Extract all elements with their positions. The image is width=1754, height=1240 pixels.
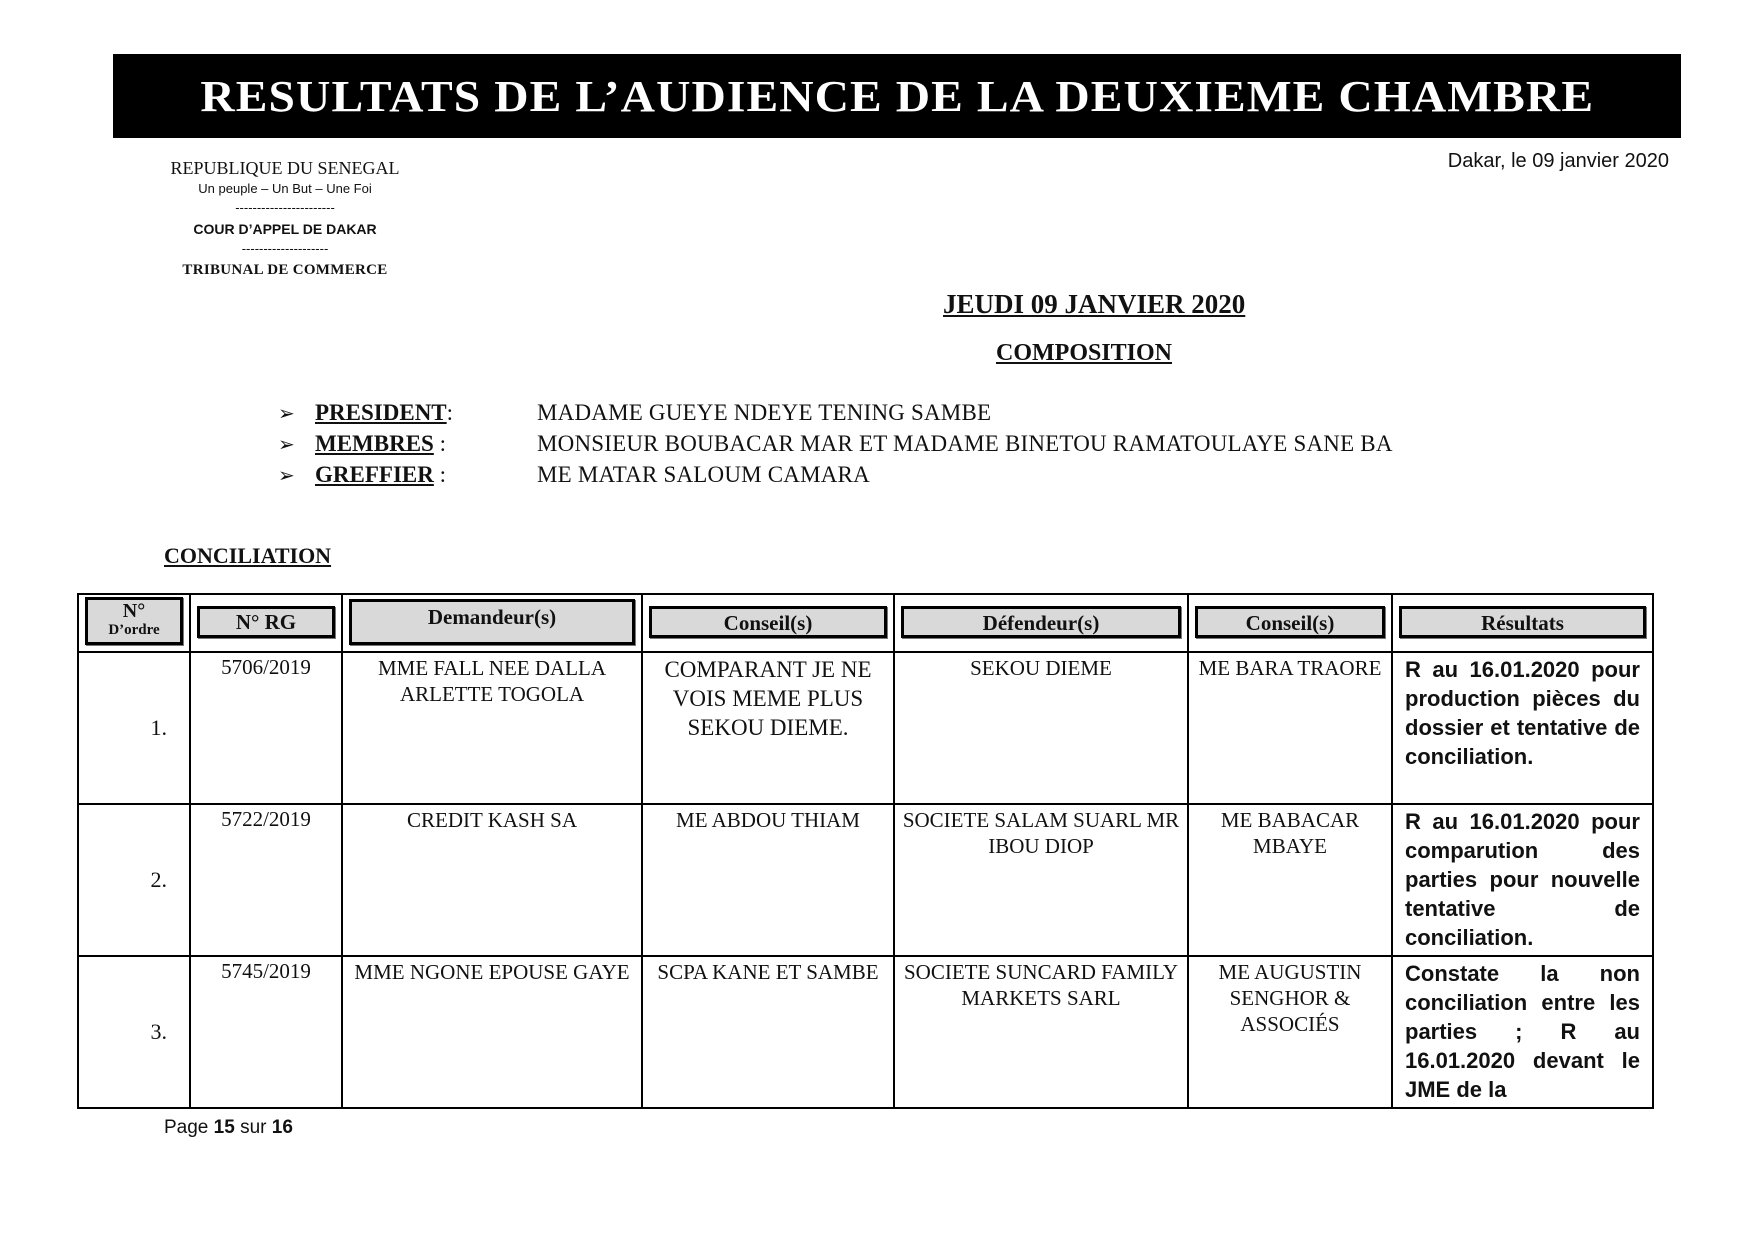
composition-row-greffier: ➢ GREFFIER : ME MATAR SALOUM CAMARA xyxy=(278,462,870,487)
conseil-def-cell: ME BARA TRAORE xyxy=(1188,652,1392,804)
conseil-dem-cell: COMPARANT JE NE VOIS MEME PLUS SEKOU DIEME. xyxy=(642,652,894,804)
demandeur-cell: CREDIT KASH SA xyxy=(342,804,642,956)
ordre-cell: 1. xyxy=(78,652,190,804)
rg-cell: 5722/2019 xyxy=(190,804,342,956)
resultat-cell: R au 16.01.2020 pour production pièces du dossier et tentative de conciliation. xyxy=(1392,652,1653,804)
document-banner xyxy=(113,54,1681,138)
republic-name: REPUBLIQUE DU SENEGAL xyxy=(170,158,400,178)
national-motto: Un peuple – Un But – Une Foi xyxy=(198,181,372,196)
separator: ----------------------- xyxy=(235,200,335,215)
institution-header xyxy=(150,158,420,279)
rg-cell: 5745/2019 xyxy=(190,956,342,1108)
tribunal-name: TRIBUNAL DE COMMERCE xyxy=(182,262,388,278)
role-label: MEMBRES xyxy=(315,431,434,456)
demandeur-cell: MME FALL NEE DALLA ARLETTE TOGOLA xyxy=(342,652,642,804)
column-header-ordre: N° D’ordre xyxy=(78,594,190,652)
table-row xyxy=(78,956,1653,1108)
page-total: 16 xyxy=(271,1117,293,1138)
conseil-def-cell: ME AUGUSTIN SENGHOR & ASSOCIÉS xyxy=(1188,956,1392,1108)
column-header-defendeur: Défendeur(s) xyxy=(894,594,1188,652)
member-name: MADAME GUEYE NDEYE TENING SAMBE xyxy=(537,400,992,425)
hearing-day-title: JEUDI 09 JANVIER 2020 xyxy=(943,289,1246,319)
column-header-demandeur: Demandeur(s) xyxy=(342,594,642,652)
composition-title: COMPOSITION xyxy=(996,340,1173,366)
rg-cell: 5706/2019 xyxy=(190,652,342,804)
section-title: CONCILIATION xyxy=(164,543,332,568)
court-name: COUR D’APPEL DE DAKAR xyxy=(193,221,377,237)
demandeur-cell: MME NGONE EPOUSE GAYE xyxy=(342,956,642,1108)
ordre-cell: 2. xyxy=(78,804,190,956)
resultat-cell: R au 16.01.2020 pour comparution des parties pour nouvelle tentative de conciliation. xyxy=(1392,804,1653,956)
page-footer: Page 15 sur 16 xyxy=(164,1117,293,1138)
arrow-bullet-icon: ➢ xyxy=(278,432,295,456)
role-label: GREFFIER xyxy=(315,462,434,487)
table-header-row xyxy=(78,594,1653,652)
column-header-conseil-dem: Conseil(s) xyxy=(642,594,894,652)
document-date: Dakar, le 09 janvier 2020 xyxy=(1447,150,1669,172)
composition-row-president: ➢ PRESIDENT: MADAME GUEYE NDEYE TENING SAMBE xyxy=(278,400,992,425)
banner-title: RESULTATS DE L’AUDIENCE DE LA DEUXIEME CHAMBRE xyxy=(200,71,1594,121)
defendeur-cell: SOCIETE SALAM SUARL MR IBOU DIOP xyxy=(894,804,1188,956)
resultat-cell: Constate la non conciliation entre les parties ; R au 16.01.2020 devant le JME de la xyxy=(1392,956,1653,1108)
arrow-bullet-icon: ➢ xyxy=(278,401,295,425)
defendeur-cell: SEKOU DIEME xyxy=(894,652,1188,804)
conseil-def-cell: ME BABACAR MBAYE xyxy=(1188,804,1392,956)
results-table xyxy=(77,593,1654,1109)
page-number: 15 xyxy=(213,1117,235,1138)
ordre-cell: 3. xyxy=(78,956,190,1108)
role-label: PRESIDENT xyxy=(315,400,447,425)
member-name: MONSIEUR BOUBACAR MAR ET MADAME BINETOU RAMATOULAYE SANE BA xyxy=(537,431,1393,456)
separator: -------------------- xyxy=(241,241,329,256)
composition-row-membres: ➢ MEMBRES : MONSIEUR BOUBACAR MAR ET MADAME BINETOU RAMATOULAYE SANE BA xyxy=(278,431,1393,456)
table-row xyxy=(78,652,1653,804)
conseil-dem-cell: SCPA KANE ET SAMBE xyxy=(642,956,894,1108)
composition-list xyxy=(278,400,1393,493)
member-name: ME MATAR SALOUM CAMARA xyxy=(537,462,870,487)
defendeur-cell: SOCIETE SUNCARD FAMILY MARKETS SARL xyxy=(894,956,1188,1108)
column-header-resultats: Résultats xyxy=(1392,594,1653,652)
column-header-conseil-def: Conseil(s) xyxy=(1188,594,1392,652)
column-header-rg: N° RG xyxy=(190,594,342,652)
conseil-dem-cell: ME ABDOU THIAM xyxy=(642,804,894,956)
arrow-bullet-icon: ➢ xyxy=(278,463,295,487)
table-row xyxy=(78,804,1653,956)
